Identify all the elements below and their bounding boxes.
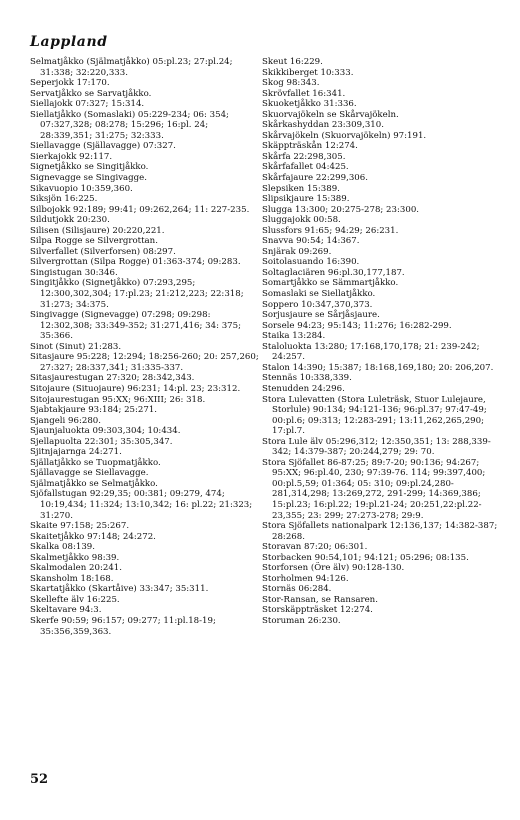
page-number: 52 — [30, 772, 49, 787]
index-entry: Skaitetjåkko 97:148; 24:272. — [30, 531, 156, 542]
index-entry: Silbojokk 92:189; 99:41; 09:262,264; 11: 227-235. — [30, 204, 250, 215]
index-entry: Storholmen 94:126. — [262, 573, 349, 584]
index-entry: Singivagge (Signevagge) 07:298; 09:298: 12:302,308; 33:349-352; 31:271,416; 34: 375; 35:366. — [30, 310, 242, 342]
index-entry: Siellajokk 07:327; 15:314. — [30, 99, 145, 110]
index-entry: Sjaunjaluokta 09:303,304; 10:434. — [30, 426, 181, 437]
index-entry: Soitolasuando 16:390. — [262, 257, 360, 268]
index-entry: Singitjåkko (Signetjåkko) 07:293,295; 12:300,302,304; 17:pl.23; 21:212,223; 22:318; 31:273; 34:375. — [30, 278, 244, 310]
index-entry: Slipsikjaure 15:389. — [262, 194, 350, 205]
index-entry: Sierkajokk 92:117. — [30, 151, 113, 162]
index-entry: Sitasjaurestugan 27:320; 28:342,343. — [30, 373, 195, 384]
index-entry: Stora Sjöfallet 86-87:25; 89:7-20; 90:136; 94:267; 95:XX; 96:pl.40, 230; 97:39-76. 114; 99:397,400; 00:pl.5,59; 01:364; 05: 310; 09:pl.24,280-281,314,298; 13:269,272, 291-299; 14:369,386; 15:pl.23; 16:pl.22; 19:pl.21-24; 20:251,22:pl.22-23,355; 23: 299; 27:273-278; 29:9. — [262, 457, 486, 521]
index-entry: Sitojaurestugan 95:XX; 96:XIII; 26: 318. — [30, 394, 206, 405]
index-entry: Skårfafallet 04:425. — [262, 162, 349, 173]
index-entry: Slugga 13:300; 20:275-278; 23:300. — [262, 204, 420, 215]
index-entry: Sorjusjaure se Sårjåsjaure. — [262, 310, 380, 321]
index-entry: Staika 13:284. — [262, 331, 326, 342]
index-entry: Stornäs 06:284. — [262, 584, 332, 595]
index-entry: Servatjåkko se Sarvatjåkko. — [30, 88, 152, 99]
index-entry: Skäppträskån 12:274. — [262, 141, 358, 152]
index-entry: Staloluokta 13:280; 17:168,170,178; 21: 239-242; 24:257. — [262, 341, 480, 363]
index-entry: Siellavagge (Själlavagge) 07:327. — [30, 141, 176, 152]
index-entry: Stora Lulevatten (Stora Luleträsk, Stuor Lulejaure, Storlule) 90:134; 94:121-136; 96:pl.37; 97:47-49; 00:pl.6; 09:313; 12:283-291; 13:11,262,265,290; 17:pl.7. — [262, 394, 487, 437]
index-entry: Skansholm 18:168. — [30, 573, 114, 584]
index-entry: Singistugan 30:346. — [30, 267, 118, 278]
index-entry: Silverfallet (Silverforsen) 08:297. — [30, 246, 176, 257]
index-entry: Selmatjåkko (Själmatjåkko) 05:pl.23; 27:pl.24; 31:338; 32:220,333. — [30, 57, 233, 78]
index-entry: Skalka 08:139. — [30, 542, 95, 553]
index-entry: Skårkashyddan 23:309,310. — [262, 120, 384, 131]
index-entry: Skalmetjåkko 98:39. — [30, 552, 120, 563]
index-entry: Storbacken 90:54,101; 94:121; 05:296; 08:135. — [262, 552, 469, 563]
index-entry: Skerfe 90:59; 96:157; 09:277; 11:pl.18-19; 35:356,359,363. — [30, 615, 216, 637]
index-entry: Signevagge se Singivagge. — [30, 173, 148, 184]
index-entry: Storuman 26:230. — [262, 615, 341, 626]
index-entry: Stora Sjöfallets nationalpark 12:136,137; 14:382-387; 28:268. — [262, 521, 498, 542]
index-entry: Skog 98:343. — [262, 78, 320, 89]
index-entry: Skårvajökeln (Skuorvajökeln) 97:191. — [262, 130, 427, 141]
index-entry: Stalon 14:390; 15:387; 18:168,169,180; 20: 206,207. — [262, 362, 494, 373]
index-entry: Soppero 10:347,370,373. — [262, 299, 373, 310]
index-entry: Sjellapuolta 22:301; 35:305,347. — [30, 436, 173, 447]
index-entry: Skaite 97:158; 25:267. — [30, 521, 130, 532]
index-entry: Skartatjåkko (Skartåive) 33:347; 35:311. — [30, 584, 209, 595]
index-entry: Somartjåkko se Sämmartjåkko. — [262, 278, 399, 289]
index-entry: Snavva 90:54; 14:367. — [262, 236, 360, 247]
index-entry: Slussfors 91:65; 94:29; 26:231. — [262, 225, 399, 236]
index-entry: Sjöfallstugan 92:29,35; 00:381; 09:279, 474; 10:19,434; 11:324; 13:10,342; 16: pl.22; 21:323; 31:270. — [30, 489, 253, 521]
index-entry: Själlatjåkko se Tuopmatjåkko. — [30, 457, 161, 468]
index-entry: Skårfajaure 22:299,306. — [262, 173, 368, 184]
index-entry: Skuoketjåkko 31:336. — [262, 99, 357, 110]
index-entry: Storavan 87:20; 06:301. — [262, 542, 368, 553]
index-entry: Stora Lule älv 05:296,312; 12:350,351; 13: 288,339-342; 14:379-387; 20:244,279; 29: 70. — [262, 436, 491, 458]
index-entry: Sildutjokk 20:230. — [30, 215, 110, 226]
index-entry: Slepsiken 15:389. — [262, 183, 340, 194]
index-entry: Sjabtakjaure 93:184; 25:271. — [30, 405, 158, 416]
index-entry: Storskäppträsket 12:274. — [262, 605, 373, 616]
index-entry: Skeltavare 94:3. — [30, 605, 102, 616]
index-entry: Skellefte älv 16:225. — [30, 594, 120, 605]
index-entry: Skårfa 22:298,305. — [262, 151, 346, 162]
index-entry: Silpa Rogge se Silvergrottan. — [30, 236, 158, 247]
index-entry: Soltaglaciären 96:pl.30,177,187. — [262, 267, 405, 278]
index-entry: Skrövfallet 16:341. — [262, 88, 346, 99]
index-entry: Sikavuopio 10:359,360. — [30, 183, 133, 194]
index-entry: Själlavagge se Siellavagge. — [30, 468, 149, 479]
index-entry: Stor-Ransan, se Ransaren. — [262, 594, 378, 605]
index-entry: Själmatjåkko se Selmatjåkko. — [30, 478, 158, 489]
index-entry: Signetjåkko se Singitjåkko. — [30, 162, 149, 173]
page-header: Lappland — [30, 34, 108, 50]
index-entry: Sjangeli 96:280. — [30, 415, 101, 426]
index-entry: Seperjokk 17:170. — [30, 78, 110, 89]
index-entry: Stennäs 10:338,339. — [262, 373, 352, 384]
index-entry: Skuorvajökeln se Skårvajökeln. — [262, 109, 399, 120]
index-column-right — [262, 57, 498, 627]
index-entry: Snjärak 09:269. — [262, 246, 332, 257]
index-entry: Skikkiberget 10:333. — [262, 67, 354, 78]
index-entry: Somaslaki se Siellatjåkko. — [262, 289, 376, 300]
index-entry: Siksjön 16:225. — [30, 194, 98, 205]
index-entry: Sinot (Sinut) 21:283. — [30, 341, 122, 352]
index-entry: Sluggajokk 00:58. — [262, 215, 341, 226]
index-entry: Sitojaure (Situojaure) 96:231; 14:pl. 23; 23:312. — [30, 383, 241, 394]
index-entry: Skalmodalen 20:241. — [30, 563, 122, 574]
index-entry: Siellatjåkko (Somaslaki) 05:229-234; 06: 354; 07:327,328; 08:278; 15:296; 16:pl. 24; 28:339,351; 31:275; 32:333. — [30, 109, 229, 141]
index-entry: Sjitnjajarnga 24:271. — [30, 447, 122, 458]
index-entry: Silvergrottan (Silpa Rogge) 01:363-374; 09:283. — [30, 257, 241, 268]
index-entry: Storforsen (Öre älv) 90:128-130. — [262, 563, 405, 574]
index-entry: Silisen (Silisjaure) 20:220,221. — [30, 225, 165, 236]
index-entry: Sitasjaure 95:228; 12:294; 18:256-260; 20: 257,260; 27:327; 28:337,341; 31:335-337. — [30, 352, 259, 373]
index-entry: Sorsele 94:23; 95:143; 11:276; 16:282-299. — [262, 320, 452, 331]
index-entry: Stenudden 24:296. — [262, 383, 345, 394]
index-entry: Skeut 16:229. — [262, 57, 323, 67]
index-column-left — [30, 57, 262, 637]
